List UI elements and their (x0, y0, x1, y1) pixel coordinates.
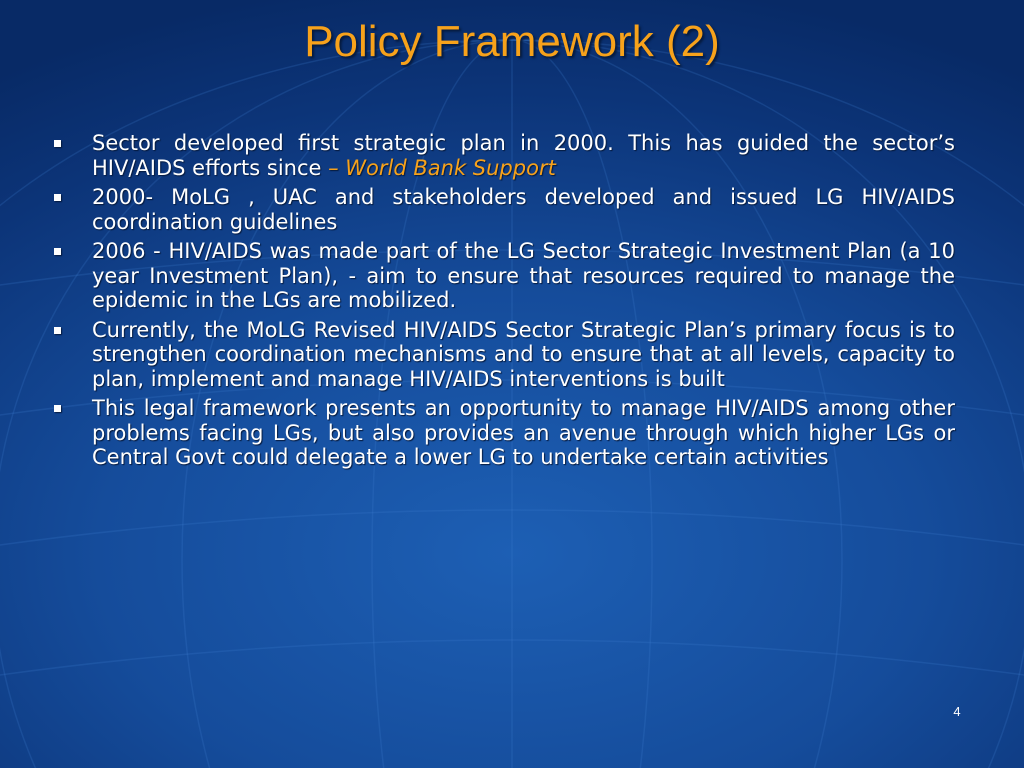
page-number: 4 (953, 704, 961, 719)
square-bullet-icon (54, 248, 61, 255)
square-bullet-icon (54, 140, 61, 147)
bullet-text: 2006 - HIV/AIDS was made part of the LG Sector Strategic Investment Plan (a 10 year Investment Plan), - aim to ensure that resources required to manage the epidemic in the LGs are mobilized. (92, 239, 955, 312)
bullet-text: Currently, the MoLG Revised HIV/AIDS Sector Strategic Plan’s primary focus is to strengthen coordination mechanisms and to ensure that at all levels, capacity to plan, implement and manage HIV/AIDS interventions is built (92, 317, 955, 391)
slide-title: Policy Framework (2) (304, 17, 720, 66)
square-bullet-icon (54, 327, 61, 334)
bullet-text: Sector developed first strategic plan in 2000. This has guided the sector’s HIV/AIDS efforts since (92, 131, 955, 180)
square-bullet-icon (54, 405, 61, 412)
bullet-text: This legal framework presents an opportunity to manage HIV/AIDS among other problems facing LGs, but also provides an avenue through which higher LGs or Central Govt could delegate a lower LG to undertake certain activities (92, 396, 955, 469)
bullet-item (50, 239, 955, 313)
bullet-emphasis: – World Bank Support (328, 155, 556, 180)
bullet-text: 2000- MoLG , UAC and stakeholders developed and issued LG HIV/AIDS coordination guidelines (92, 185, 955, 234)
bullet-item (50, 185, 955, 234)
bullet-list (50, 131, 955, 475)
square-bullet-icon (54, 194, 61, 201)
bullet-item (50, 318, 955, 392)
bullet-item (50, 131, 955, 180)
bullet-item (50, 396, 955, 470)
